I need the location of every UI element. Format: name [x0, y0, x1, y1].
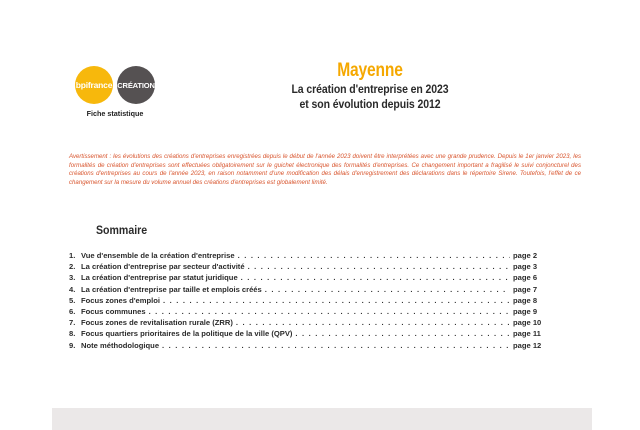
creation-logo-text: CRÉATION [117, 80, 155, 90]
toc-label: Focus quartiers prioritaires de la politique de la ville (QPV) [81, 329, 293, 339]
toc-leader [238, 250, 510, 261]
toc-leader [241, 272, 510, 283]
toc-number: 2. [69, 262, 76, 272]
toc-item[interactable] [69, 250, 549, 261]
toc-leader [149, 306, 510, 317]
toc-leader [163, 295, 510, 306]
bpifrance-logo-text: bpifrance [75, 80, 113, 90]
section-band [52, 408, 592, 430]
page-title: Mayenne [337, 60, 403, 81]
toc-leader [248, 261, 510, 272]
toc-leader [162, 340, 510, 351]
creation-logo [117, 66, 155, 104]
toc-leader [265, 284, 510, 295]
toc-number: 6. [69, 307, 76, 317]
subtitle-line-2: et son évolution depuis 2012 [299, 97, 441, 111]
toc-item[interactable] [69, 261, 549, 272]
bpifrance-logo [75, 66, 113, 104]
toc-label: Focus zones de revitalisation rurale (ZRR) [81, 318, 233, 328]
logo-row [60, 66, 170, 104]
toc-page: page 10 [513, 318, 542, 328]
toc-page: page 7 [513, 284, 538, 294]
toc-number: 7. [69, 318, 76, 328]
toc-number: 3. [69, 273, 76, 283]
toc-label: Vue d'ensemble de la création d'entreprise [81, 251, 235, 260]
fiche-label: Fiche statistique [86, 109, 144, 118]
toc-page: page 3 [513, 262, 538, 272]
toc-label: La création d'entreprise par taille et emplois créés [81, 284, 262, 294]
logos-block [60, 66, 170, 118]
toc-label: Focus communes [81, 307, 146, 317]
toc-item[interactable] [69, 328, 549, 339]
subtitle-line-1: La création d'entreprise en 2023 [291, 82, 449, 96]
toc-page: page 9 [513, 307, 538, 317]
toc-page: page 2 [513, 251, 538, 260]
toc-leader [236, 317, 510, 328]
toc-item[interactable] [69, 340, 549, 351]
toc-item[interactable] [69, 306, 549, 317]
sommaire-title: Sommaire [96, 225, 148, 237]
toc-number: 8. [69, 329, 76, 339]
toc-label: La création d'entreprise par secteur d'activité [81, 262, 245, 272]
toc-leader [295, 328, 510, 339]
toc-item[interactable] [69, 284, 549, 295]
toc-number: 4. [69, 284, 76, 294]
toc-page: page 12 [513, 340, 542, 350]
toc-number: 5. [69, 295, 76, 305]
warning-notice: Avertissement : les évolutions des créations d'entreprises enregistrées depuis le début de l'année 2023 doivent être interprétées avec une grande prudence. Depuis le 1er janvier 2023, les formalités de création d'entreprises sont effectuées obligatoirement sur le guichet électronique des formalités d'entreprises. Ce changement important a fragilisé le suivi conjoncturel des créations d'entreprises au cours de l'année 2023, en raison notamment d'une modification des délais d'enregistrement des déclarations dans le répertoire Sirene. Toutefois, l'effet de ce changement sur la mesure du volume annuel des créations d'entreprises est globalement limité. [69, 153, 581, 186]
toc-item[interactable] [69, 295, 549, 306]
table-of-contents [69, 250, 549, 351]
title-block [200, 60, 540, 112]
toc-label: La création d'entreprise par statut juridique [81, 273, 238, 283]
toc-page: page 11 [513, 329, 541, 339]
toc-number: 1. [69, 251, 76, 260]
toc-item[interactable] [69, 272, 549, 283]
toc-label: Focus zones d'emploi [81, 295, 161, 305]
toc-page: page 6 [513, 273, 538, 283]
toc-page: page 8 [513, 295, 538, 305]
toc-item[interactable] [69, 317, 549, 328]
toc-number: 9. [69, 340, 76, 350]
toc-label: Note méthodologique [81, 340, 160, 350]
